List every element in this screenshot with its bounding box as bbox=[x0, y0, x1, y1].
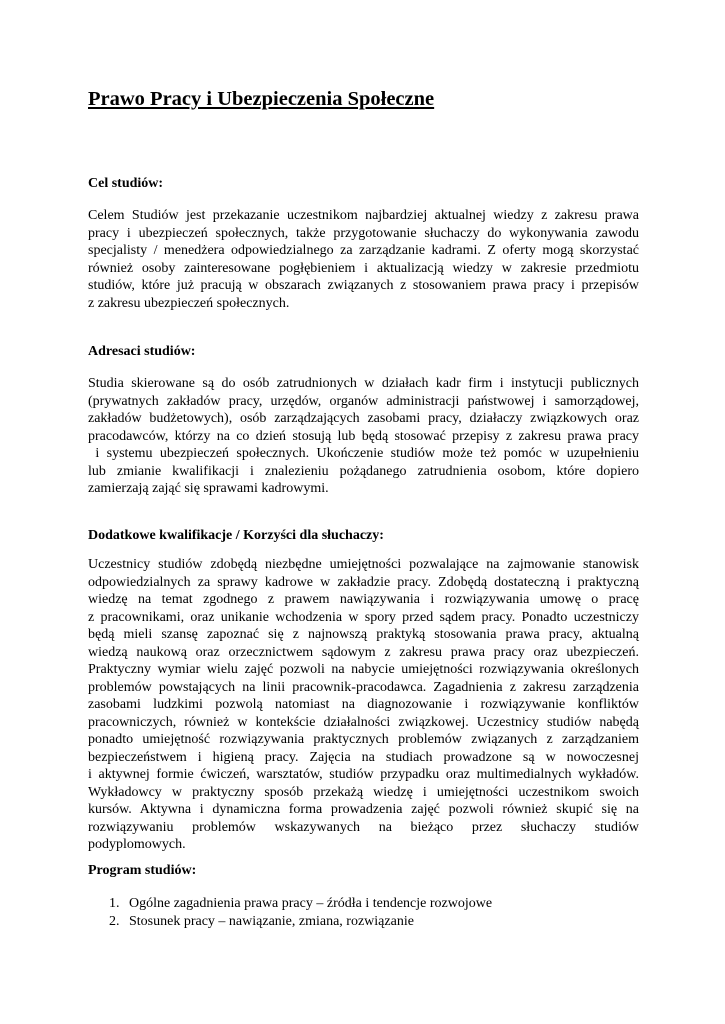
paragraph-line: (prywatnych zakładów pracy, urzędów, organów administracji państwowej i samorządowej, bbox=[88, 393, 639, 409]
section-heading-cel: Cel studiów: bbox=[88, 176, 164, 191]
paragraph-line: pracodawców, którzy na co dzień stosują lub będą stosować przepisy z zakresu prawa pracy bbox=[88, 428, 639, 444]
section-paragraph-cel bbox=[88, 207, 639, 312]
paragraph-line: i systemu ubezpieczeń społecznych. Ukończenie studiów może też pomóc w uzupełnieniu bbox=[88, 446, 639, 461]
paragraph-line: odpowiedzialnych za sprawy kadrowe w zakładzie pracy. Zdobędą dostateczną i praktyczną bbox=[88, 574, 639, 590]
section-heading-program: Program studiów: bbox=[88, 863, 197, 878]
page-title: Prawo Pracy i Ubezpieczenia Społeczne bbox=[88, 88, 435, 110]
paragraph-line: Praktyczny wymiar wielu zajęć pozwoli na nabycie umiejętności rozwiązywania określonych bbox=[88, 662, 639, 677]
paragraph-line: problemów powstających na linii pracownik-pracodawca. Zagadnienia z zakresu zarządzenia bbox=[88, 679, 639, 695]
list-item-text: Stosunek pracy – nawiązanie, zmiana, rozwiązanie bbox=[129, 914, 414, 929]
paragraph-line: kursów. Aktywna i dynamiczna forma prowadzenia zajęć pozwoli również skupić się na bbox=[88, 802, 639, 817]
paragraph-line: specjalisty / menedżera odpowiedzialnego za zarządzanie kadrami. Z oferty mogą skorzystać bbox=[88, 243, 639, 258]
paragraph-line: rozwiązywaniu problemów wskazywanych na bieżąco przez słuchaczy studiów bbox=[88, 819, 639, 835]
paragraph-line: pracy i ubezpieczeń społecznych, także przygotowanie słuchaczy do wykonywania zawodu bbox=[88, 225, 639, 241]
paragraph-line: zamierzają zająć się sprawami kadrowymi. bbox=[88, 481, 329, 496]
section-paragraph-kwalifikacje bbox=[88, 556, 639, 854]
paragraph-line: Wykładowcy w praktyczny sposób przekażą wiedzę i umiejętności uczestnikom swoich bbox=[88, 784, 639, 800]
paragraph-line: będą mieli szansę zapoznać się z najnowszą praktyką stosowania prawa pracy, aktualną bbox=[88, 627, 639, 642]
paragraph-line: bezpieczeństwem i higieną pracy. Zajęcia na studiach prowadzone są w nowoczesnej bbox=[88, 749, 639, 765]
list-item bbox=[109, 913, 492, 931]
paragraph-line: pracowniczych, również w kontekście działalności związkowej. Uczestnicy studiów nabędą bbox=[88, 714, 639, 730]
paragraph-line: również osoby zainteresowane pogłębieniem i aktualizacją wiedzy w zakresie przedmiotu bbox=[88, 260, 639, 276]
program-list bbox=[109, 895, 492, 931]
paragraph-line: zasobami ludzkimi pozwolą natomiast na diagnozowanie i rozwiązywanie konfliktów bbox=[88, 697, 639, 712]
paragraph-line: wiedzę na temat zgodnego z prawem nawiązywania i rozwiązywania umowę o pracę bbox=[88, 592, 639, 607]
paragraph-line: wiedzą naukową oraz orzecznictwem sądowym z zakresu prawa pracy oraz ubezpieczeń. bbox=[88, 644, 639, 660]
section-paragraph-adresaci bbox=[88, 375, 639, 498]
list-item-number: 1. bbox=[109, 896, 120, 911]
paragraph-line: ponadto umiejętność rozwiązywania praktycznych problemów związanych z zarządzaniem bbox=[88, 732, 639, 747]
list-item-number: 2. bbox=[109, 914, 120, 929]
paragraph-line: Uczestnicy studiów zdobędą niezbędne umiejętności pozwalające na zajmowanie stanowisk bbox=[88, 557, 639, 572]
list-item-text: Ogólne zagadnienia prawa pracy – źródła i tendencje rozwojowe bbox=[129, 896, 493, 911]
paragraph-line: i aktywnej formie ćwiczeń, warsztatów, studiów przypadku oraz multimedialnych wykładów. bbox=[88, 767, 639, 782]
paragraph-line: z zakresu ubezpieczeń społecznych. bbox=[88, 295, 290, 311]
paragraph-line: lub zmianie kwalifikacji i znalezieniu pożądanego zatrudnienia osobom, które dopiero bbox=[88, 463, 639, 479]
paragraph-line: Studia skierowane są do osób zatrudnionych w działach kadr firm i instytucji publicznych bbox=[88, 376, 639, 391]
paragraph-line: studiów, które już pracują w obszarach związanych z stosowaniem prawa pracy i przepisów bbox=[88, 278, 639, 293]
paragraph-line: podyplomowych. bbox=[88, 837, 186, 852]
paragraph-line: Celem Studiów jest przekazanie uczestnikom najbardziej aktualnej wiedzy z zakresu prawa bbox=[88, 208, 639, 223]
section-heading-adresaci: Adresaci studiów: bbox=[88, 344, 196, 359]
list-item bbox=[109, 895, 492, 913]
paragraph-line: zakładów budżetowych), osób zarządzających zasobami pracy, działaczy związkowych oraz bbox=[88, 411, 639, 426]
paragraph-line: z pracownikami, oraz unikanie wchodzenia w spory przed sądem pracy. Ponadto uczestniczy bbox=[88, 609, 639, 625]
section-heading-kwalifikacje: Dodatkowe kwalifikacje / Korzyści dla słuchaczy: bbox=[88, 528, 384, 543]
